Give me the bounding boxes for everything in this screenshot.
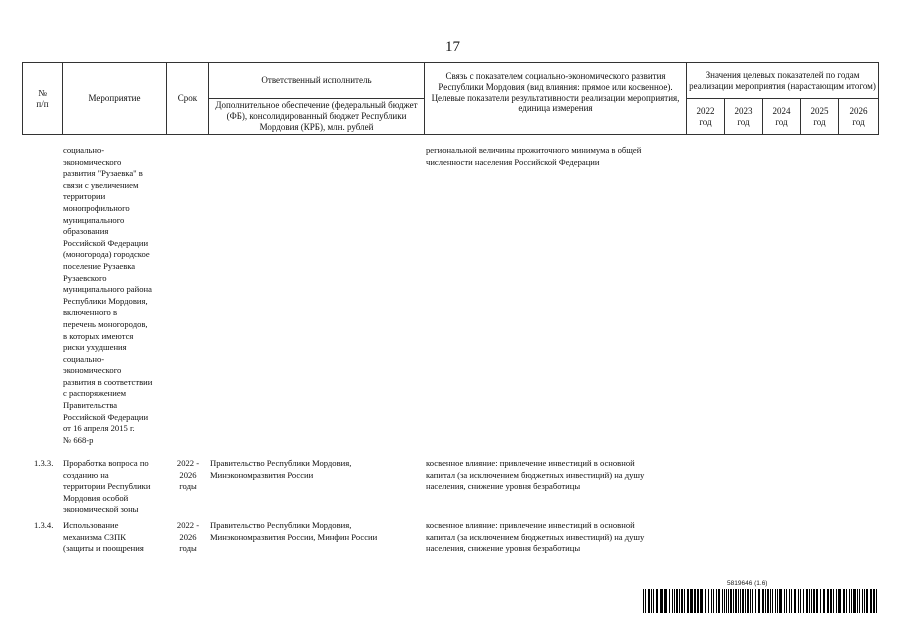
barcode-bar: [816, 589, 818, 613]
barcode-bar: [775, 589, 776, 613]
header-term: Срок: [167, 63, 209, 135]
barcode-bar: [846, 589, 847, 613]
barcode-bar: [711, 589, 712, 613]
barcode-bar: [765, 589, 766, 613]
barcode-bar: [823, 589, 825, 613]
row-1-event: Проработка вопроса по созданию на территории Республики Мордовия особой экономической зоны: [63, 458, 151, 515]
barcode-id: 5819646 (1.6): [727, 580, 768, 587]
barcode-bar: [791, 589, 792, 613]
header-targets: Целевые показатели результативности реализации мероприятия, единица измерения: [431, 92, 680, 114]
barcode-bar: [718, 589, 720, 613]
barcode-bar: [738, 589, 739, 613]
barcode-bar: [827, 589, 829, 613]
barcode-bar: [724, 589, 725, 613]
barcode-bar: [772, 589, 773, 613]
header-num: № п/п: [23, 63, 63, 135]
barcode-bar: [726, 589, 727, 613]
barcode-bar: [660, 589, 663, 613]
barcode-bar: [794, 589, 796, 613]
barcode-bar: [735, 589, 737, 613]
barcode-bar: [653, 589, 654, 613]
barcode-bar: [820, 589, 821, 613]
barcode-bar: [740, 589, 741, 613]
barcode-bar: [747, 589, 749, 613]
barcode-bar: [690, 589, 693, 613]
barcode-bar: [798, 589, 799, 613]
barcode-bar: [806, 589, 808, 613]
barcode-bar: [679, 589, 680, 613]
barcode-bar: [674, 589, 675, 613]
row-2-link: косвенное влияние: привлечение инвестиций в основной капитал (за исключением бюджетных инвестиций) на душу населения, снижение уровня безработицы: [426, 520, 645, 554]
barcode-bar: [870, 589, 872, 613]
row-2-term: 2022 - 2026 годы: [176, 520, 200, 554]
page-number: 17: [445, 39, 460, 55]
barcode-bar: [762, 589, 764, 613]
barcode-bar: [713, 589, 714, 613]
barcode-bar: [853, 589, 856, 613]
barcode-bar: [648, 589, 650, 613]
barcode-bar: [770, 589, 771, 613]
header-year-2025: 2025 год: [801, 99, 839, 135]
barcode-bar: [779, 589, 782, 613]
barcode-bar: [859, 589, 860, 613]
header-year-2022: 2022 год: [687, 99, 725, 135]
barcode-bar: [758, 589, 760, 613]
barcode-bar: [803, 589, 804, 613]
barcode-bar: [694, 589, 696, 613]
barcode-bar: [784, 589, 785, 613]
barcode-bar: [728, 589, 729, 613]
barcode-bar: [843, 589, 845, 613]
header-event: Мероприятие: [63, 63, 167, 135]
barcode-bar: [708, 589, 709, 613]
header-values: Значения целевых показателей по годам реализации мероприятия (нарастающим итогом): [687, 63, 879, 99]
barcode-bar: [755, 589, 756, 613]
barcode-bar: [684, 589, 685, 613]
barcode-bar: [745, 589, 746, 613]
barcode-bar: [876, 589, 877, 613]
barcode-bar: [676, 589, 678, 613]
barcode-bar: [873, 589, 875, 613]
barcode-bar: [836, 589, 837, 613]
barcode-bar: [864, 589, 865, 613]
barcode-bar: [643, 589, 644, 613]
row-1-responsible: Правительство Республики Мордовия, Минэкономразвития России: [210, 458, 352, 480]
barcode-bar: [700, 589, 703, 613]
barcode-bar: [809, 589, 810, 613]
barcode-bar: [752, 589, 753, 613]
header-year-2024: 2024 год: [763, 99, 801, 135]
table-header: [22, 62, 879, 135]
barcode-bar: [716, 589, 717, 613]
row-2-num: 1.3.4.: [34, 520, 54, 530]
header-responsible: Ответственный исполнитель: [209, 63, 425, 99]
barcode-bar: [830, 589, 832, 613]
row-1-term: 2022 - 2026 годы: [176, 458, 200, 492]
barcode-bar: [838, 589, 841, 613]
barcode-bar: [722, 589, 723, 613]
row-2-responsible: Правительство Республики Мордовия, Минэкономразвития России, Минфин России: [210, 520, 378, 542]
barcode-bar: [851, 589, 852, 613]
barcode-bar: [786, 589, 787, 613]
barcode: [643, 589, 879, 613]
barcode-bar: [866, 589, 868, 613]
header-link-cell: [425, 63, 687, 135]
barcode-bar: [669, 589, 670, 613]
barcode-bar: [767, 589, 769, 613]
row-0-link: региональной величины прожиточного минимума в общей численности населения Российской Федерации: [426, 145, 642, 167]
barcode-bar: [705, 589, 706, 613]
barcode-bar: [789, 589, 790, 613]
barcode-bar: [651, 589, 652, 613]
header-funding: Дополнительное обеспечение (федеральный бюджет (ФБ), консолидированный бюджет Республики Мордовия (КРБ), млн. рублей: [209, 99, 425, 135]
row-0-event: социально- экономического развития "Рузаевка" в связи с увеличением территории монопрофильного муниципального образования Российской Федерации (моногорода) городское поселение Рузаевка Рузаевского муниципального района Республики Мордовия, включенного в перечень моногородов, в которых имеются риски ухудшения социально- экономического развития в соответствии с распоряжением Правительства Российской Федерации от 16 апреля 2015 г. № 668-р: [63, 145, 153, 445]
barcode-bar: [857, 589, 858, 613]
barcode-bar: [697, 589, 699, 613]
header-year-2026: 2026 год: [839, 99, 879, 135]
barcode-bar: [849, 589, 850, 613]
barcode-bar: [800, 589, 801, 613]
barcode-bar: [862, 589, 863, 613]
barcode-bar: [742, 589, 744, 613]
barcode-bar: [777, 589, 778, 613]
barcode-bar: [687, 589, 689, 613]
barcode-bar: [645, 589, 646, 613]
barcode-bar: [730, 589, 732, 613]
barcode-bar: [811, 589, 812, 613]
barcode-bar: [656, 589, 658, 613]
row-1-num: 1.3.3.: [34, 458, 54, 468]
row-1-link: косвенное влияние: привлечение инвестиций в основной капитал (за исключением бюджетных инвестиций) на душу населения, снижение уровня безработицы: [426, 458, 645, 492]
barcode-bar: [813, 589, 815, 613]
barcode-bar: [681, 589, 683, 613]
barcode-bar: [664, 589, 667, 613]
barcode-bar: [672, 589, 673, 613]
header-link: Связь с показателем социально-экономического развития Республики Мордовия (вид влияния: прямое или косвенное).: [438, 71, 673, 92]
barcode-bar: [833, 589, 834, 613]
row-2-event: Использование механизма СЗПК (защиты и поощрения: [63, 520, 144, 554]
barcode-bar: [733, 589, 734, 613]
barcode-bar: [750, 589, 751, 613]
header-year-2023: 2023 год: [725, 99, 763, 135]
